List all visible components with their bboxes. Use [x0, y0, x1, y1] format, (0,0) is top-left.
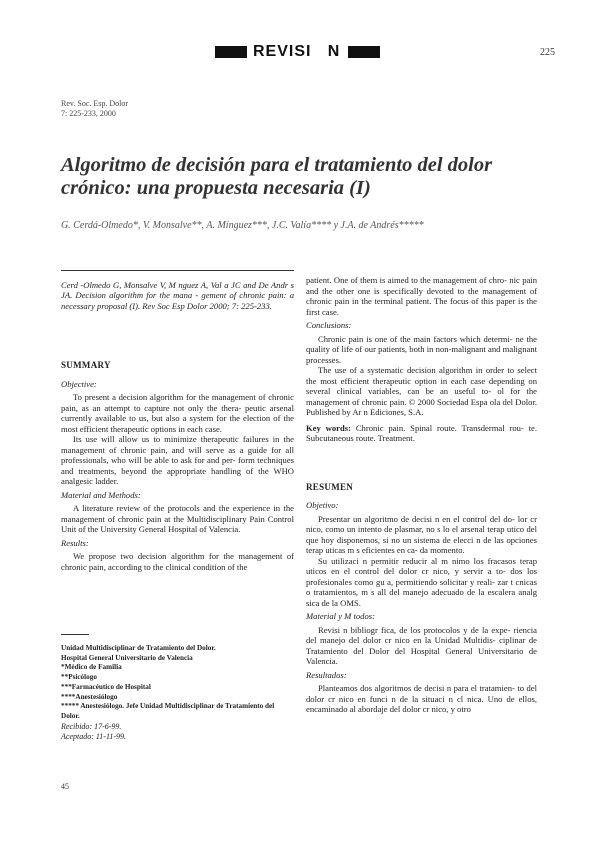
left-column	[61, 280, 294, 572]
footnote: Unidad Multidisciplinar de Tratamiento del Dolor.	[61, 644, 216, 652]
footnote: **Psicólogo	[61, 673, 97, 682]
results-continued: patient. One of them is aimed to the management of chro- nic pain and the other one is specifically devoted to the management of chronic pain in the terminal patient. The focus of this paper is the first case.	[306, 275, 537, 317]
footnote: Dolor.	[61, 711, 80, 720]
received-date: Recibido: 17-6-99.	[61, 722, 122, 731]
objective-paragraph-2: Its use will allow us to minimize therapeutic failures in the management of chronic pain, and will serve as a guide for all professionals, who will be able to ask for and per- form techniques and treatments, beyond the appropriate handling of the WHO analgesic ladder.	[61, 434, 294, 487]
methods-paragraph: A literature review of the protocols and the experience in the management of chronic pain at the Multidisciplinary Pain Control Unit of the University General Hospital of Valencia.	[61, 503, 294, 535]
section-title: REVISI N	[253, 43, 341, 60]
bottom-page-number: 45	[61, 782, 69, 791]
objective-label: Objective:	[61, 378, 97, 389]
footnote: ***Farmacéutico de Hospital	[61, 682, 151, 691]
methods-label: Material and Methods:	[61, 489, 141, 500]
authors: G. Cerdá-Olmedo*, V. Monsalve**, A. Mínguez***, J.C. Valía**** y J.A. de Andrés*****	[61, 220, 424, 231]
objective-paragraph-1: To present a decision algorithm for the management of chronic pain, as an attempt to capture not only the thera- peutic arsenal currently available to us, but also a system for the election of the most efficient therapeutic options in each case.	[61, 392, 294, 434]
accepted-date: Aceptado: 11-11-99.	[61, 732, 127, 741]
conclusions-label: Conclusions:	[306, 320, 352, 330]
page-number: 225	[540, 47, 555, 58]
footnote-rule	[61, 634, 89, 635]
article-title: Algoritmo de decisión para el tratamiento del dolor crónico: una propuesta necesaria (I)	[61, 154, 493, 199]
results-paragraph: We propose two decision algorithm for the management of chronic pain, according to the clinical condition of the	[61, 551, 294, 572]
citation-top-rule	[61, 270, 294, 271]
metodos-paragraph: Revisi n bibliogr fica, de los protocolos y de la expe- riencia del manejo del dolor cr nico en la Unidad Multidis- ciplinar de Tratamiento del Dolor del Hospital General Universitario de Valencia.	[306, 624, 537, 666]
objetivo-label: Objetivo:	[306, 500, 339, 510]
journal-line-2: 7: 225-233, 2000	[61, 109, 116, 118]
footnote: ****Anestesiólogo	[61, 692, 118, 701]
resultados-label: Resultados:	[306, 669, 347, 680]
keywords-label: Key words:	[306, 422, 351, 433]
dates	[61, 722, 126, 742]
keywords-text: Chronic pain. Spinal route. Transdermal rou- te. Subcutaneous route. Treatment.	[306, 422, 537, 443]
objetivo-paragraph-1: Presentar un algoritmo de decisi n en el control del do- lor cr nico, como un intento de plasmar, no s lo el arsenal terap utico del que hoy disponemos, si no un sistema de elecci n de las opciones terap uticas m s eficientes en ca- da momento.	[306, 513, 537, 555]
conclusions-paragraph-2: The use of a systematic decision algorithm in order to select the most efficient therapeutic option in each case depending on several clinical variables, can be an useful to- ol for the management of chronic pain. © 2000 Sociedad Espa ola del Dolor. Published by Ar n Ediciones, S.A.	[306, 365, 537, 417]
keywords	[306, 423, 537, 444]
objetivo-paragraph-2: Su utilizaci n permitir reducir al m nimo los fracasos terap uticos en el control del dolor cr nico, y servir a to- dos los profesionales como gu a, permitiendo solicitar y reali- zar t cnicas o tratamientos, m s all del manejo adecuado de la escalera analg sica de la OMS.	[306, 555, 537, 608]
results-label: Results:	[61, 537, 89, 548]
footnote: ***** Anestesiólogo. Jefe Unidad Multidisciplinar de Tratamiento del	[61, 702, 275, 711]
metodos-label: Material y M todos:	[306, 611, 375, 621]
journal-line-1: Rev. Soc. Esp. Dolor	[61, 99, 129, 108]
footnote: Hospital General Universitario de Valencia	[61, 653, 193, 662]
journal-reference	[61, 99, 128, 119]
header-bar-left	[215, 46, 247, 58]
conclusions-paragraph-1: Chronic pain is one of the main factors which determi- ne the quality of life of our patients, both in non-malignant and malignant processes.	[306, 333, 537, 365]
footnotes	[61, 644, 294, 722]
header-bar-right	[348, 46, 380, 58]
summary-heading: SUMMARY	[61, 360, 111, 371]
right-column	[306, 275, 537, 715]
citation: Cerd -Olmedo G, Monsalve V, M nguez A, Val a JC and De Andr s JA. Decision algorithm for the mana - gement of chronic pain: a necessary proposal (I). Rev Soc Esp Dolor 2000; 7: 225-233.	[61, 280, 294, 311]
resultados-paragraph: Planteamos dos algoritmos de decisi n para el tratamien- to del dolor cr nico en funci n de la situaci n cl nica. Uno de ellos, encaminado al abordaje del dolor cr nico, y otro	[306, 683, 537, 714]
footnote: *Médico de Familia	[61, 663, 122, 672]
resumen-heading: RESUMEN	[306, 481, 354, 492]
